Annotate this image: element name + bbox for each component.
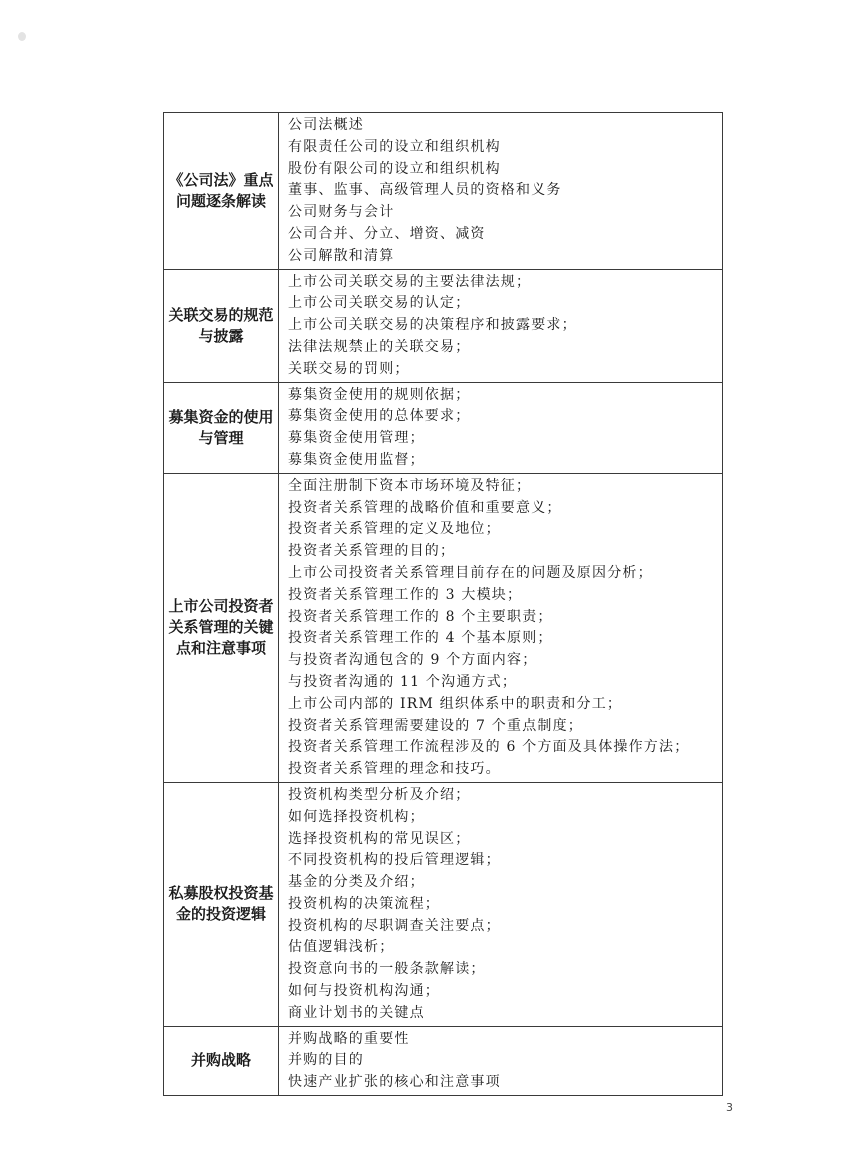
item-list xyxy=(288,785,722,1025)
list-item: 募集资金使用的总体要求； xyxy=(288,408,471,425)
list-item: 投资者关系管理工作的 3 大模块； xyxy=(288,586,523,603)
list-item: 股份有限公司的设立和组织机构 xyxy=(288,160,501,177)
list-item: 并购战略的重要性 xyxy=(288,1030,410,1047)
syllabus-row xyxy=(164,473,723,782)
list-item: 投资机构的决策流程； xyxy=(288,895,440,912)
list-item: 投资者关系管理的目的； xyxy=(288,543,456,560)
section-items xyxy=(279,782,723,1026)
list-item: 公司合并、分立、增资、减资 xyxy=(288,225,486,242)
list-item: 投资机构的尽职调查关注要点； xyxy=(288,917,501,934)
section-topic: 关联交易的规范与披露 xyxy=(164,269,279,382)
list-item: 公司解散和清算 xyxy=(288,247,395,264)
list-item: 投资者关系管理的定义及地位； xyxy=(288,521,501,538)
list-item: 公司法概述 xyxy=(288,117,364,133)
list-item: 并购的目的 xyxy=(288,1052,364,1069)
list-item: 关联交易的罚则； xyxy=(288,360,410,377)
list-item: 法律法规禁止的关联交易； xyxy=(288,338,471,355)
list-item: 上市公司关联交易的决策程序和披露要求； xyxy=(288,317,577,334)
section-items xyxy=(279,473,723,782)
list-item: 基金的分类及介绍； xyxy=(288,874,425,891)
list-item: 投资者关系管理工作流程涉及的 6 个方面及具体操作方法； xyxy=(288,739,690,756)
section-topic: 并购战略 xyxy=(164,1026,279,1095)
section-topic: 上市公司投资者关系管理的关键点和注意事项 xyxy=(164,473,279,782)
list-item: 募集资金使用的规则依据； xyxy=(288,386,471,403)
list-item: 董事、监事、高级管理人员的资格和义务 xyxy=(288,182,562,199)
syllabus-body xyxy=(164,113,723,1096)
syllabus-row xyxy=(164,382,723,473)
syllabus-row xyxy=(164,269,723,382)
list-item: 不同投资机构的投后管理逻辑； xyxy=(288,852,501,869)
list-item: 募集资金使用管理； xyxy=(288,430,425,447)
list-item: 如何选择投资机构； xyxy=(288,808,425,825)
list-item: 全面注册制下资本市场环境及特征； xyxy=(288,477,532,494)
section-topic: 私募股权投资基金的投资逻辑 xyxy=(164,782,279,1026)
syllabus-row xyxy=(164,1026,723,1095)
scan-speck xyxy=(18,32,26,41)
section-topic: 募集资金的使用与管理 xyxy=(164,382,279,473)
list-item: 上市公司关联交易的主要法律法规； xyxy=(288,273,532,290)
list-item: 估值逻辑浅析； xyxy=(288,939,395,956)
list-item: 投资意向书的一般条款解读； xyxy=(288,961,486,978)
section-topic: 《公司法》重点问题逐条解读 xyxy=(164,113,279,270)
list-item: 投资者关系管理需要建设的 7 个重点制度； xyxy=(288,717,584,734)
item-list xyxy=(288,115,722,268)
list-item: 选择投资机构的常见误区； xyxy=(288,830,471,847)
list-item: 投资者关系管理的战略价值和重要意义； xyxy=(288,499,562,516)
list-item: 快速产业扩张的核心和注意事项 xyxy=(288,1074,501,1091)
list-item: 公司财务与会计 xyxy=(288,204,395,221)
list-item: 上市公司内部的 IRM 组织体系中的职责和分工； xyxy=(288,695,623,712)
list-item: 投资机构类型分析及介绍； xyxy=(288,786,471,803)
section-items xyxy=(279,113,723,270)
page-number: 3 xyxy=(726,1101,733,1114)
item-list xyxy=(288,385,722,472)
item-list xyxy=(288,272,722,381)
syllabus-row xyxy=(164,782,723,1026)
list-item: 如何与投资机构沟通； xyxy=(288,983,440,1000)
list-item: 募集资金使用监督； xyxy=(288,451,425,468)
list-item: 有限责任公司的设立和组织机构 xyxy=(288,138,501,155)
list-item: 上市公司投资者关系管理目前存在的问题及原因分析； xyxy=(288,564,653,581)
syllabus-row xyxy=(164,113,723,270)
list-item: 商业计划书的关键点 xyxy=(288,1004,425,1021)
section-items xyxy=(279,1026,723,1095)
item-list xyxy=(288,476,722,781)
list-item: 投资者关系管理的理念和技巧。 xyxy=(288,761,501,778)
list-item: 与投资者沟通的 11 个沟通方式； xyxy=(288,673,518,690)
item-list xyxy=(288,1029,722,1094)
section-items xyxy=(279,382,723,473)
list-item: 投资者关系管理工作的 8 个主要职责； xyxy=(288,608,553,625)
section-items xyxy=(279,269,723,382)
list-item: 上市公司关联交易的认定； xyxy=(288,295,471,312)
list-item: 与投资者沟通包含的 9 个方面内容； xyxy=(288,652,538,669)
course-syllabus-table xyxy=(163,112,723,1096)
list-item: 投资者关系管理工作的 4 个基本原则； xyxy=(288,630,553,647)
